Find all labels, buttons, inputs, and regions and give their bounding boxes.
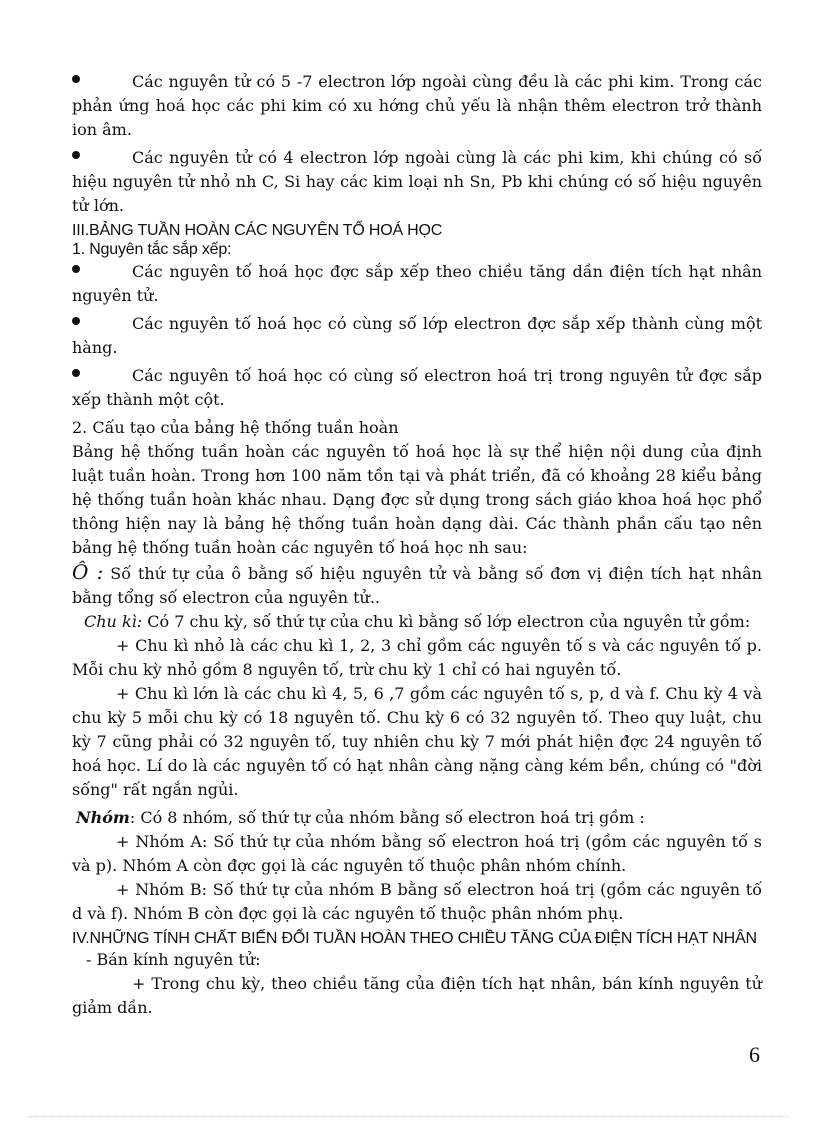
bullet-dot — [72, 317, 80, 325]
period-label: Chu kì: — [84, 612, 143, 631]
intro-paragraph: Bảng hệ thống tuần hoàn các nguyên tố hoá học là sự thể hiện nội dung của định luật tuần hoàn. Trong hơn 100 năm tồn tại và phát triển, đã có khoảng 28 kiểu bảng hệ thống tuần hoàn khác nhau. Dạng đợc sử dụng trong sách giáo khoa hoá học phổ thông hiện nay là bảng hệ thống tuần hoàn dạng dài. Các thành phần cấu tạo nên bảng hệ thống tuần hoàn các nguyên tố hoá học nh sau: — [72, 442, 762, 557]
cell-paragraph — [72, 560, 762, 610]
group-a-paragraph: + Nhóm A: Số thứ tự của nhóm bằng số electron hoá trị (gồm các nguyên tố s và p). Nhóm A còn đợc gọi là các nguyên tố thuộc phân nhóm chính. — [72, 832, 762, 875]
bullet-text: Các nguyên tử có 4 electron lớp ngoài cùng là các phi kim, khi chúng có số hiệu nguyên tử nhỏ nh C, Si hay các kim loại nh Sn, Pb khi chúng có số hiệu nguyên tử lớn. — [72, 148, 762, 215]
bullet-paragraph — [72, 364, 762, 412]
period-paragraph — [72, 610, 762, 634]
bullet-text: Các nguyên tố hoá học đợc sắp xếp theo chiều tăng dần điện tích hạt nhân nguyên tử. — [72, 262, 762, 305]
radius-heading: - Bán kính nguyên tử: — [86, 950, 261, 969]
radius-paragraph: + Trong chu kỳ, theo chiều tăng của điện tích hạt nhân, bán kính nguyên tử giảm dần. — [72, 974, 762, 1017]
bullet-dot — [72, 265, 80, 273]
bullet-dot — [72, 75, 80, 83]
section-heading: IV.NHỮNG TÍNH CHẤT BIẾN ĐỔI TUẦN HOÀN THEO CHIỀU TĂNG CỦA ĐIỆN TÍCH HẠT NHÂN — [72, 930, 757, 947]
period-text: Có 7 chu kỳ, số thứ tự của chu kì bằng số lớp electron của nguyên tử gồm: — [142, 612, 751, 631]
group-b-paragraph: + Nhóm B: Số thứ tự của nhóm B bằng số electron hoá trị (gồm các nguyên tố d và f). Nhóm B còn đợc gọi là các nguyên tố thuộc phân nhóm phụ. — [72, 880, 762, 923]
bullet-dot — [72, 151, 80, 159]
page-bottom-divider — [28, 1116, 788, 1117]
bullet-paragraph — [72, 312, 762, 360]
group-paragraph — [72, 806, 762, 830]
cell-label: Ô : — [72, 560, 104, 584]
group-label: Nhóm — [76, 808, 130, 827]
large-period-paragraph: + Chu kì lớn là các chu kì 4, 5, 6 ,7 gồm các nguyên tố s, p, d và f. Chu kỳ 4 và chu kỳ 5 mỗi chu kỳ có 18 nguyên tố. Chu kỳ 6 có 32 nguyên tố. Theo quy luật, chu kỳ 7 cũng phải có 32 nguyên tố, tuy nhiên chu kỳ 7 mới phát hiện đợc 24 nguyên tố hoá học. Lí do là các nguyên tố có hạt nhân càng nặng càng kém bền, chúng có "đời sống" rất ngắn ngủi. — [72, 684, 762, 799]
section-heading: III.BẢNG TUẦN HOÀN CÁC NGUYÊN TỐ HOÁ HỌC — [72, 222, 443, 239]
subsection-heading: 2. Cấu tạo của bảng hệ thống tuần hoàn — [72, 418, 399, 437]
bullet-text: Các nguyên tử có 5 -7 electron lớp ngoài cùng đều là các phi kim. Trong các phản ứng hoá học các phi kim có xu hớng chủ yếu là nhận thêm electron trở thành ion âm. — [72, 72, 762, 139]
bullet-dot — [72, 369, 80, 377]
small-period-paragraph: + Chu kì nhỏ là các chu kì 1, 2, 3 chỉ gồm các nguyên tố s và các nguyên tố p. Mỗi chu kỳ nhỏ gồm 8 nguyên tố, trừ chu kỳ 1 chỉ có hai nguyên tố. — [72, 636, 762, 679]
bullet-paragraph — [72, 260, 762, 308]
bullet-text: Các nguyên tố hoá học có cùng số electron hoá trị trong nguyên tử đợc sắp xếp thành một cột. — [72, 366, 762, 409]
cell-text: Số thứ tự của ô bằng số hiệu nguyên tử và bằng số đơn vị điện tích hạt nhân bằng tổng số electron của nguyên tử.. — [72, 564, 762, 607]
page-number: 6 — [749, 1042, 760, 1067]
bullet-paragraph — [72, 70, 762, 142]
document-page — [72, 70, 762, 1020]
bullet-paragraph — [72, 146, 762, 218]
group-text: : Có 8 nhóm, số thứ tự của nhóm bằng số electron hoá trị gồm : — [129, 808, 645, 827]
subsection-heading: 1. Nguyên tắc sắp xếp: — [72, 241, 232, 258]
bullet-text: Các nguyên tố hoá học có cùng số lớp electron đợc sắp xếp thành cùng một hàng. — [72, 314, 762, 357]
